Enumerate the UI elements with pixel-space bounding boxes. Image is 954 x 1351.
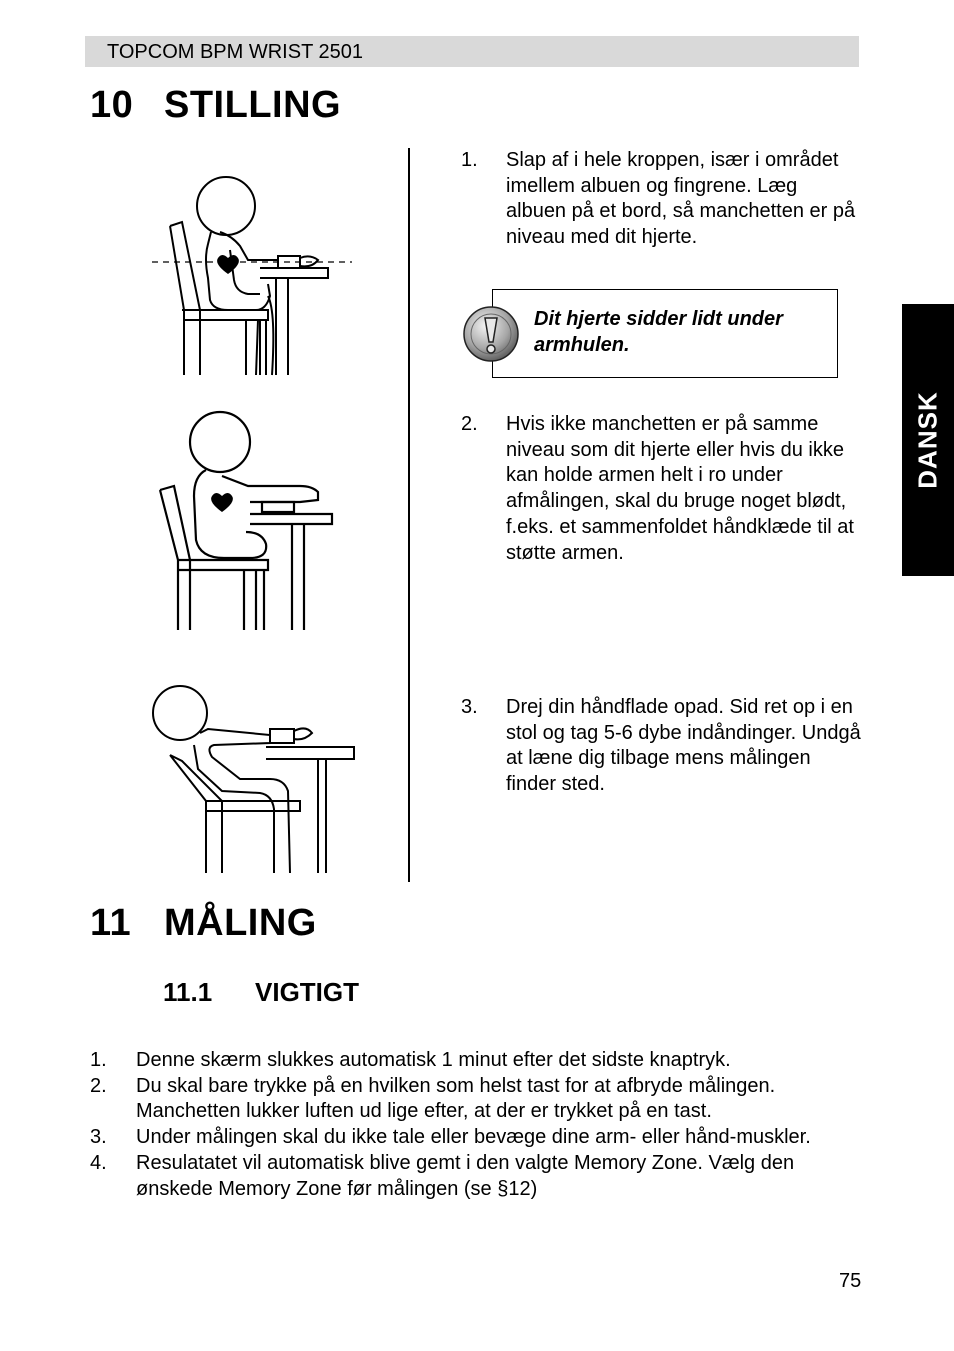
posture-illustration-3 <box>150 683 355 878</box>
section-10-number: 10 <box>90 84 134 126</box>
language-tab-label: DANSK <box>912 391 943 489</box>
posture-illustration-1 <box>148 170 358 385</box>
section-11-1-heading <box>163 977 359 1008</box>
note-text: Dit hjerte sidder lidt under armhulen. <box>534 308 783 356</box>
list-item-text: Denne skærm slukkes automatisk 1 minut efter det sidste knaptryk. <box>136 1049 731 1071</box>
list-item <box>90 1048 870 1074</box>
posture-illustration-2 <box>150 410 340 632</box>
list-item <box>90 1125 870 1151</box>
step-1-number: 1. <box>461 149 478 171</box>
step-1 <box>461 148 861 251</box>
column-divider <box>408 148 410 882</box>
section-10-title: STILLING <box>164 84 342 126</box>
step-2-number: 2. <box>461 413 478 435</box>
language-tab <box>902 304 954 576</box>
header-title: TOPCOM BPM WRIST 2501 <box>107 41 363 63</box>
list-item-number: 3. <box>90 1126 107 1149</box>
section-11-heading <box>90 902 317 945</box>
list-item <box>90 1074 870 1125</box>
step-2-text: Hvis ikke manchetten er på samme niveau som dit hjerte eller hvis du ikke kan holde armen helt i ro under afmålingen, skal du bruge noget blødt, f.eks. et sammenfoldet håndklæde til at støtte armen. <box>506 413 854 564</box>
header-bar <box>85 36 859 67</box>
step-3-number: 3. <box>461 696 478 718</box>
step-3 <box>461 695 861 798</box>
section-10-heading <box>90 84 341 127</box>
section-11-1-number: 11.1 <box>163 977 213 1007</box>
step-2 <box>461 412 861 566</box>
section-11-1-title: VIGTIGT <box>255 977 359 1007</box>
list-item-number: 2. <box>90 1074 107 1097</box>
list-item-number: 4. <box>90 1151 107 1174</box>
page-number: 75 <box>839 1270 862 1292</box>
list-item-number: 1. <box>90 1049 107 1071</box>
section-11-title: MÅLING <box>164 902 317 944</box>
step-1-text: Slap af i hele kroppen, især i området imellem albuen og fingrene. Læg albuen på et bord, så manchetten er på niveau med dit hjerte. <box>506 149 856 249</box>
list-item-text: Du skal bare trykke på en hvilken som helst tast for at afbryde målingen. Manchetten lukker luften ud lige efter, at der er trykket på en tast. <box>136 1074 776 1123</box>
important-list <box>90 1048 870 1202</box>
list-item <box>90 1151 870 1202</box>
list-item-text: Under målingen skal du ikke tale eller bevæge dine arm- eller hånd-muskler. <box>136 1126 811 1149</box>
warning-icon <box>463 306 519 362</box>
step-3-text: Drej din håndflade opad. Sid ret op i en stol og tag 5-6 dybe indåndinger. Undgå at læne dig tilbage mens målingen finder sted. <box>506 696 861 796</box>
section-11-number: 11 <box>90 902 132 944</box>
list-item-text: Resulatatet vil automatisk blive gemt i den valgte Memory Zone. Vælg den ønskede Memory Zone før målingen (se §12) <box>136 1151 795 1200</box>
